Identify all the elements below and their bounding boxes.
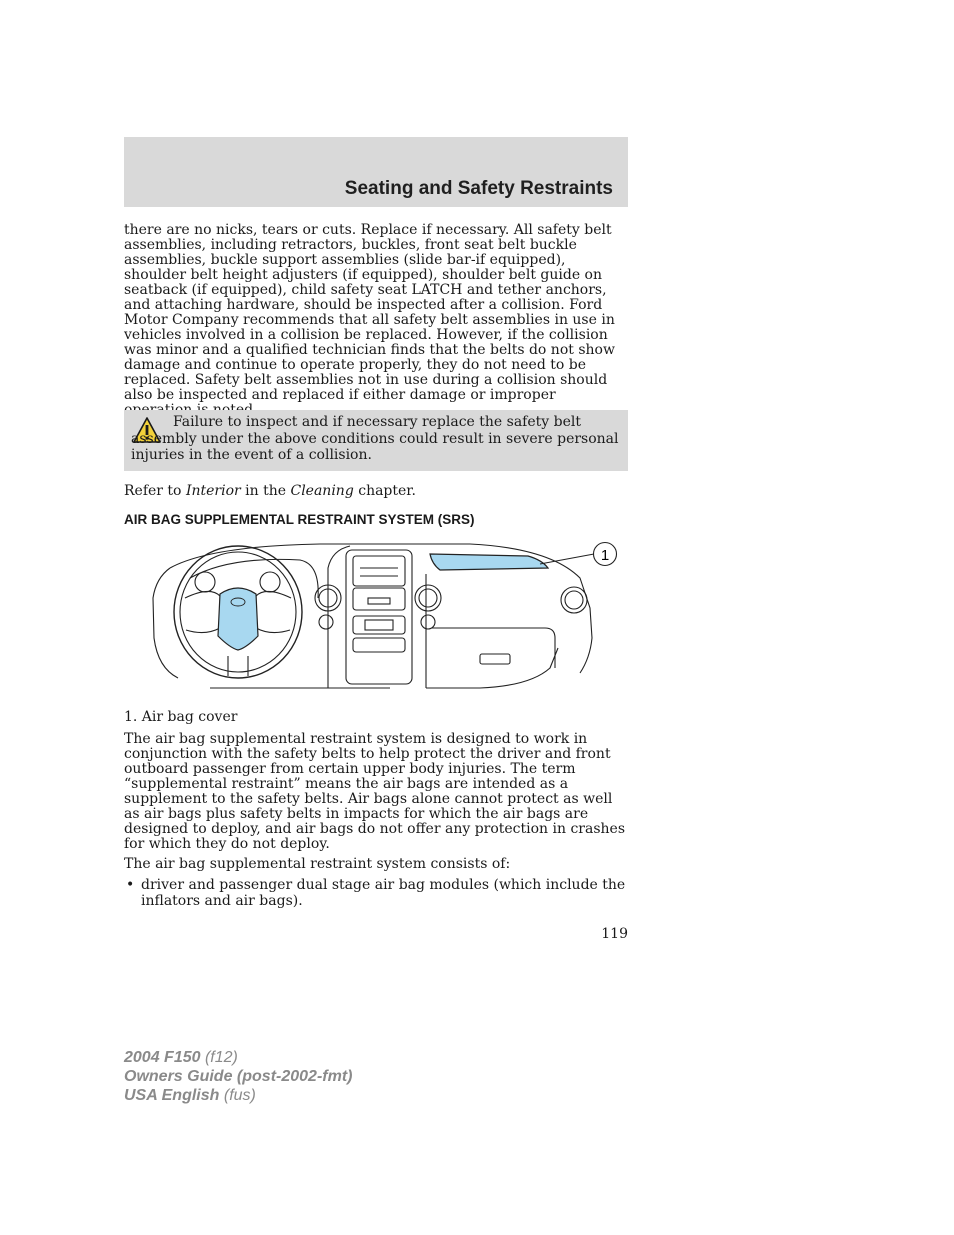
footer-language: USA English — [124, 1087, 220, 1104]
warning-text: Failure to inspect and if necessary replace the safety belt assembly under the above conditions could result in severe personal injuries in the event of a collision. — [131, 414, 619, 463]
footer-line-model — [124, 1048, 352, 1067]
list-item-text: driver and passenger dual stage air bag modules (which include the inflators and air bags). — [141, 877, 626, 909]
warning-box — [124, 410, 628, 471]
section-heading-airbag: AIR BAG SUPPLEMENTAL RESTRAINT SYSTEM (SRS) — [124, 512, 475, 527]
section-header-band — [124, 137, 628, 207]
footer-language-code: (fus) — [219, 1087, 256, 1104]
footer-model-code: (f12) — [200, 1049, 238, 1066]
footer-line-language — [124, 1086, 352, 1105]
figure-caption: 1. Air bag cover — [124, 709, 238, 725]
refer-suffix: chapter. — [353, 483, 416, 499]
refer-cleaning: Cleaning — [290, 483, 354, 499]
refer-prefix: Refer to — [124, 483, 186, 499]
callout-number: 1 — [600, 547, 610, 564]
body-paragraph-airbag-purpose: The air bag supplemental restraint system is designed to work in conjunction with the safety belts to help protect the driver and front outboard passenger from certain upper body injuries. The term “supplemental restraint” means the air bags are intended as a supplement to the safety belts. Air bags alone cannot protect as well as air bags plus safety belts in impacts for which the air bags are designed to deploy, and air bags do not offer any protection in crashes for which they do not deploy. — [124, 731, 626, 852]
list-item — [124, 878, 628, 909]
body-paragraph-consists-of: The air bag supplemental restraint system consists of: — [124, 856, 511, 872]
bullet-symbol: • — [126, 877, 135, 893]
refer-interior: Interior — [185, 483, 241, 499]
dashboard-illustration — [150, 538, 625, 698]
footer-line-guide — [124, 1067, 352, 1086]
driver-airbag-cover — [218, 588, 258, 650]
refer-line — [124, 484, 628, 499]
document-footer — [124, 1048, 352, 1105]
passenger-airbag-cover — [430, 554, 548, 570]
section-title: Seating and Safety Restraints — [344, 178, 613, 199]
page-number: 119 — [601, 926, 628, 942]
footer-guide: Owners Guide (post-2002-fmt) — [124, 1068, 353, 1085]
refer-middle: in the — [240, 483, 291, 499]
footer-model: 2004 F150 — [124, 1049, 201, 1066]
body-paragraph-inspection: there are no nicks, tears or cuts. Replace if necessary. All safety belt assemblies, including retractors, buckles, front seat belt buckle assemblies, buckle support assemblies (slide bar-if equipped), shoulder belt height adjusters (if equipped), shoulder belt guide on seatback (if equipped), child safety seat LATCH and tether anchors, and attaching hardware, should be inspected after a collision. Ford Motor Company recommends that all safety belt assemblies in use in vehicles involved in a collision be replaced. However, if the collision was minor and a qualified technician finds that the belts do not show damage and continue to operate properly, they do not need to be replaced. Safety belt assemblies not in use during a collision should also be inspected and replaced if either damage or improper — [124, 222, 615, 403]
